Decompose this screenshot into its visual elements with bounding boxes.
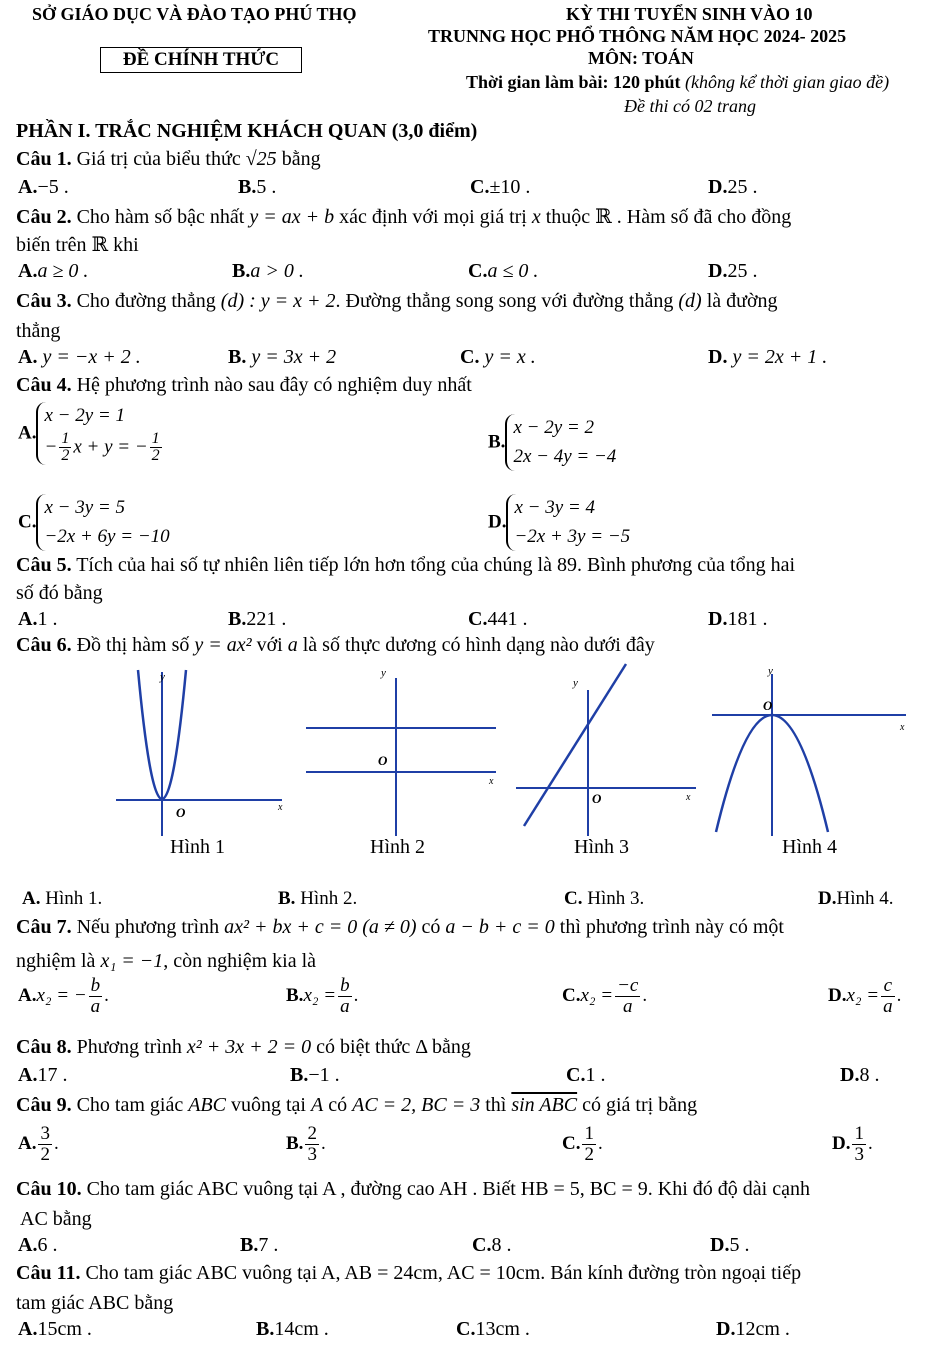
q3-option-d[interactable]: D. y = 2x + 1 . <box>708 346 828 368</box>
q10-line2: AC bằng <box>20 1208 92 1230</box>
q6-option-d[interactable]: D.Hình 4. <box>818 888 894 909</box>
q6-option-a[interactable]: A. Hình 1. <box>22 888 103 909</box>
q1-option-c[interactable]: C.±10 . <box>470 176 531 198</box>
question-5: Câu 5. Tích của hai số tự nhiên liên tiếp lớn hơn tổng của chúng là 89. Bình phương của tổng hai <box>16 554 796 576</box>
q9-option-a[interactable]: A. $\frac{3}{2}$ . <box>18 1123 59 1165</box>
q10-option-d[interactable]: D.5 . <box>710 1234 750 1256</box>
fig3-x-label: x <box>686 792 691 803</box>
fig4-origin: O <box>763 698 773 713</box>
q4-option-c[interactable]: C. x − 3y = 5 −2x + 6y = −10 <box>18 494 170 551</box>
figure-2-graph <box>306 667 496 836</box>
q6-figures <box>100 660 920 836</box>
question-3: Câu 3. Cho đường thẳng (d) : y = x + 2. Đường thẳng song song với đường thẳng (d) là đường <box>16 290 778 312</box>
q2-option-a[interactable]: A.a ≥ 0 . <box>18 260 89 282</box>
q1-option-a[interactable]: A.−5 . <box>18 176 69 198</box>
question-6: Câu 6. Đồ thị hàm số y = ax² với a là số thực dương có hình dạng nào dưới đây <box>16 634 655 656</box>
q3-option-c[interactable]: C. y = x . <box>460 346 536 368</box>
time-bold: Thời gian làm bài: 120 phút <box>466 72 681 92</box>
figure-1-caption: Hình 1 <box>170 836 225 858</box>
q1-tail: bằng <box>281 148 321 170</box>
q11-option-c[interactable]: C.13cm . <box>456 1318 530 1340</box>
section-title: PHẦN I. TRẮC NGHIỆM KHÁCH QUAN (3,0 điểm) <box>16 120 478 142</box>
figure-1-graph <box>116 670 283 836</box>
fig3-origin: O <box>592 791 602 806</box>
q11-option-d[interactable]: D.12cm . <box>716 1318 790 1340</box>
q3-line2: thẳng <box>16 320 61 342</box>
question-8: Câu 8. Phương trình x² + 3x + 2 = 0 có biệt thức Δ bằng <box>16 1036 471 1058</box>
time-info <box>466 72 889 93</box>
official-stamp: ĐỀ CHÍNH THỨC <box>100 47 302 73</box>
figure-4-caption: Hình 4 <box>782 836 837 858</box>
q6-option-c[interactable]: C. Hình 3. <box>564 888 645 909</box>
q4-option-a[interactable]: A. x − 2y = 1 − $\frac{1}{2}$ x + y = − $\frac{1}{2}$ <box>18 402 164 465</box>
q2-option-b[interactable]: B.a > 0 . <box>232 260 304 282</box>
q1-option-b[interactable]: B.5 . <box>238 176 277 198</box>
q5-line2: số đó bằng <box>16 582 103 604</box>
q5-option-d[interactable]: D.181 . <box>708 608 768 630</box>
q2-line2: biến trên ℝ khi <box>16 234 139 256</box>
exam-title: KỲ THI TUYỂN SINH VÀO 10 <box>566 4 813 24</box>
q10-option-a[interactable]: A.6 . <box>18 1234 58 1256</box>
fig4-x-label: x <box>900 722 905 733</box>
q1-expr: √25 <box>245 148 277 170</box>
q4-option-d[interactable]: D. x − 3y = 4 −2x + 3y = −5 <box>488 494 630 551</box>
department-name: SỞ GIÁO DỤC VÀ ĐÀO TẠO PHÚ THỌ <box>32 4 357 24</box>
fig3-y-label: y <box>573 677 578 689</box>
fig1-y-label: y <box>160 671 165 683</box>
q8-option-d[interactable]: D.8 . <box>840 1064 880 1086</box>
figure-3-caption: Hình 3 <box>574 836 629 858</box>
q3-option-a[interactable]: A. y = −x + 2 . <box>18 346 141 368</box>
question-4: Câu 4. Hệ phương trình nào sau đây có nghiệm duy nhất <box>16 374 472 396</box>
q11-option-a[interactable]: A.15cm . <box>18 1318 92 1340</box>
q4-option-b[interactable]: B. x − 2y = 2 2x − 4y = −4 <box>488 414 616 471</box>
q8-option-b[interactable]: B.−1 . <box>290 1064 340 1086</box>
fig2-x-label: x <box>489 776 494 787</box>
q2-option-c[interactable]: C.a ≤ 0 . <box>468 260 539 282</box>
question-1 <box>16 148 321 171</box>
q7-option-a[interactable]: A.x₂ = − $\frac{b}{a}$ . <box>18 975 109 1017</box>
question-9: Câu 9. Cho tam giác ABC vuông tại A có AC = 2, BC = 3 thì sin ABC có giá trị bằng <box>16 1094 698 1116</box>
question-7: Câu 7. Nếu phương trình ax² + bx + c = 0 (a ≠ 0) có a − b + c = 0 thì phương trình này có một <box>16 916 784 938</box>
school-year: TRUNNG HỌC PHỔ THÔNG NĂM HỌC 2024- 2025 <box>428 26 847 46</box>
fig1-origin: O <box>176 805 186 820</box>
q5-option-b[interactable]: B.221 . <box>228 608 287 630</box>
figure-2-caption: Hình 2 <box>370 836 425 858</box>
figure-4-graph <box>712 665 906 836</box>
q6-option-b[interactable]: B. Hình 2. <box>278 888 358 909</box>
fig2-y-label: y <box>381 667 386 679</box>
q7-line2: nghiệm là x₁ = −1, còn nghiệm kia là <box>16 950 316 972</box>
q9-option-c[interactable]: C. $\frac{1}{2}$ . <box>562 1123 603 1165</box>
q5-option-a[interactable]: A.1 . <box>18 608 58 630</box>
figure-3-graph <box>516 664 696 836</box>
q5-option-c[interactable]: C.441 . <box>468 608 528 630</box>
q2-option-d[interactable]: D.25 . <box>708 260 758 282</box>
q7-option-d[interactable]: D.x₂ = $\frac{c}{a}$ . <box>828 975 902 1017</box>
time-note: (không kể thời gian giao đề) <box>685 72 890 92</box>
fig1-x-label: x <box>278 802 283 813</box>
q9-option-b[interactable]: B. $\frac{2}{3}$ . <box>286 1123 326 1165</box>
q1-text: Giá trị của biểu thức <box>76 148 241 170</box>
q8-option-c[interactable]: C.1 . <box>566 1064 606 1086</box>
q10-option-b[interactable]: B.7 . <box>240 1234 279 1256</box>
question-11: Câu 11. Cho tam giác ABC vuông tại A, AB = 24cm, AC = 10cm. Bán kính đường tròn ngoại tiếp <box>16 1262 802 1284</box>
fig2-origin: O <box>378 753 388 768</box>
q9-option-d[interactable]: D. $\frac{1}{3}$ . <box>832 1123 873 1165</box>
q8-option-a[interactable]: A.17 . <box>18 1064 68 1086</box>
q3-option-b[interactable]: B. y = 3x + 2 <box>228 346 337 368</box>
question-10: Câu 10. Cho tam giác ABC vuông tại A , đường cao AH . Biết HB = 5, BC = 9. Khi đó độ dài cạnh <box>16 1178 810 1200</box>
page-count: Đề thi có 02 trang <box>624 96 756 116</box>
q1-label: Câu 1. <box>16 148 72 170</box>
q11-option-b[interactable]: B.14cm . <box>256 1318 329 1340</box>
q10-option-c[interactable]: C.8 . <box>472 1234 512 1256</box>
q11-line2: tam giác ABC bằng <box>16 1292 174 1314</box>
subject-title: MÔN: TOÁN <box>588 48 694 68</box>
question-2: Câu 2. Cho hàm số bậc nhất y = ax + b xác định với mọi giá trị x thuộc ℝ . Hàm số đã cho đồng <box>16 206 792 228</box>
fig4-y-label: y <box>768 665 773 677</box>
q1-option-d[interactable]: D.25 . <box>708 176 758 198</box>
q7-option-c[interactable]: C.x₂ = $\frac{-c}{a}$ . <box>562 975 648 1017</box>
q7-option-b[interactable]: B.x₂ = $\frac{b}{a}$ . <box>286 975 359 1017</box>
